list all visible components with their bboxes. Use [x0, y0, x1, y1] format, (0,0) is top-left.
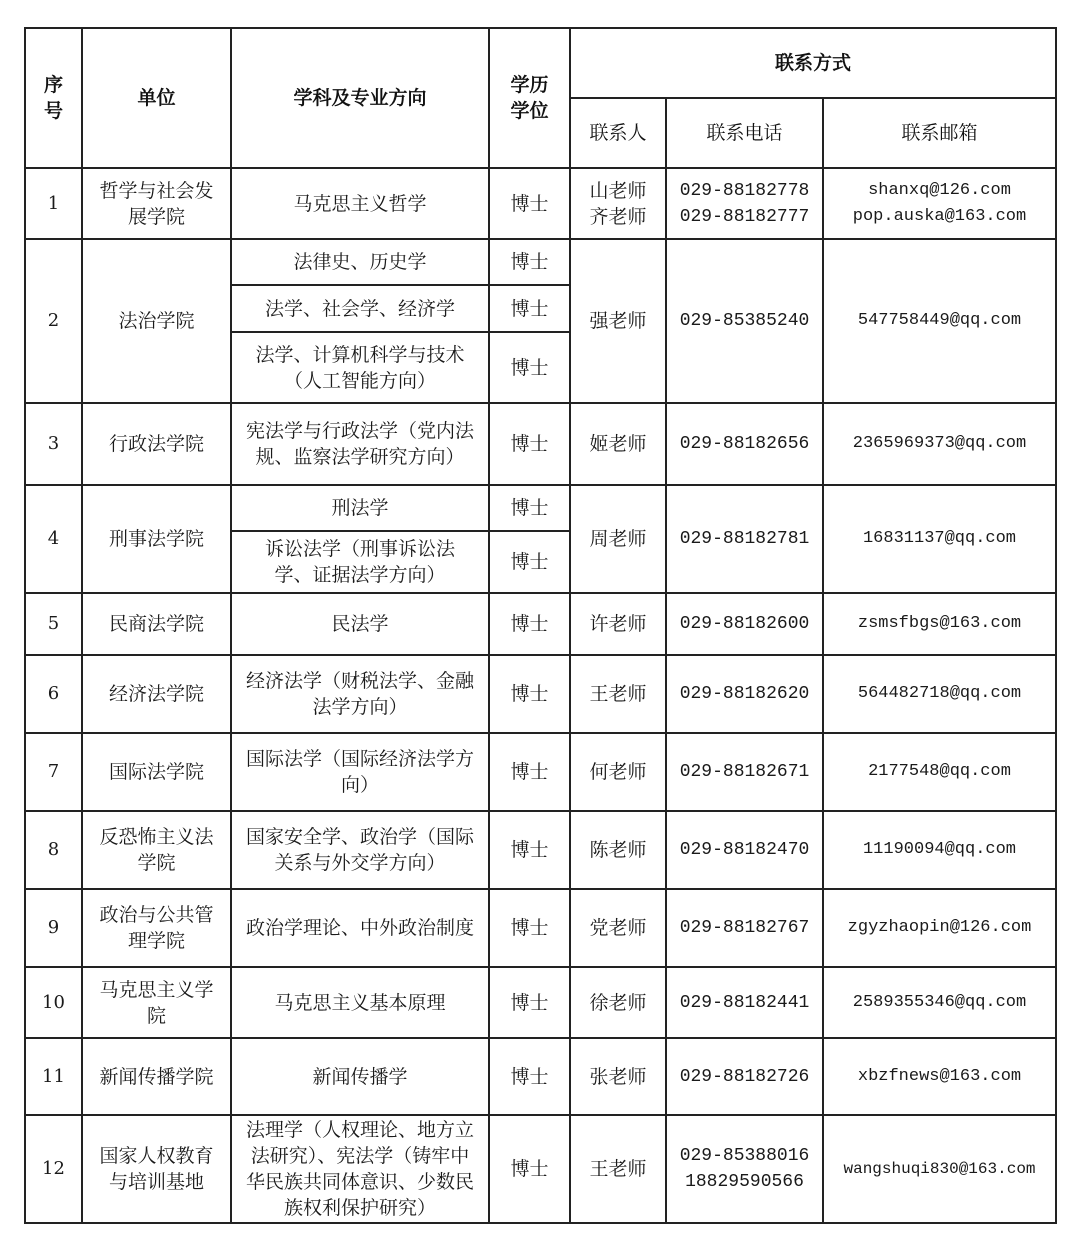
header-seq: 序号 — [25, 28, 82, 168]
cell-person: 强老师 — [570, 239, 666, 403]
cell-degree: 博士 — [489, 811, 570, 889]
table-row — [25, 889, 1056, 967]
cell-phone: 029-85388016 18829590566 — [666, 1115, 823, 1223]
cell-person: 姬老师 — [570, 403, 666, 485]
cell-discipline: 法律史、历史学 — [231, 239, 489, 285]
cell-degree: 博士 — [489, 168, 570, 239]
cell-discipline: 政治学理论、中外政治制度 — [231, 889, 489, 967]
header-contact-email: 联系邮箱 — [823, 98, 1056, 168]
table-row — [25, 239, 1056, 285]
cell-phone: 029-88182470 — [666, 811, 823, 889]
cell-seq: 4 — [25, 485, 82, 593]
cell-unit: 政治与公共管理学院 — [82, 889, 231, 967]
cell-unit: 反恐怖主义法学院 — [82, 811, 231, 889]
cell-discipline: 国际法学（国际经济法学方向） — [231, 733, 489, 811]
cell-person: 徐老师 — [570, 967, 666, 1038]
cell-person: 党老师 — [570, 889, 666, 967]
cell-phone: 029-88182781 — [666, 485, 823, 593]
cell-discipline: 刑法学 — [231, 485, 489, 531]
cell-degree: 博士 — [489, 889, 570, 967]
cell-person: 周老师 — [570, 485, 666, 593]
cell-discipline: 新闻传播学 — [231, 1038, 489, 1115]
cell-email: 2177548@qq.com — [823, 733, 1056, 811]
cell-discipline: 马克思主义基本原理 — [231, 967, 489, 1038]
cell-seq: 12 — [25, 1115, 82, 1223]
cell-degree: 博士 — [489, 733, 570, 811]
cell-discipline: 法理学（人权理论、地方立法研究）、宪法学（铸牢中华民族共同体意识、少数民族权利保护研究） — [231, 1115, 489, 1223]
cell-email: 16831137@qq.com — [823, 485, 1056, 593]
cell-discipline: 宪法学与行政法学（党内法规、监察法学研究方向） — [231, 403, 489, 485]
cell-degree: 博士 — [489, 239, 570, 285]
cell-seq: 1 — [25, 168, 82, 239]
cell-email: zsmsfbgs@163.com — [823, 593, 1056, 655]
cell-person: 王老师 — [570, 1115, 666, 1223]
cell-seq: 5 — [25, 593, 82, 655]
table-row — [25, 403, 1056, 485]
cell-email: xbzfnews@163.com — [823, 1038, 1056, 1115]
table-row — [25, 1038, 1056, 1115]
cell-phone: 029-88182726 — [666, 1038, 823, 1115]
table-row — [25, 593, 1056, 655]
cell-phone: 029-88182441 — [666, 967, 823, 1038]
cell-discipline: 马克思主义哲学 — [231, 168, 489, 239]
cell-unit: 马克思主义学院 — [82, 967, 231, 1038]
cell-unit: 国家人权教育与培训基地 — [82, 1115, 231, 1223]
cell-phone: 029-88182620 — [666, 655, 823, 733]
cell-seq: 11 — [25, 1038, 82, 1115]
table-row — [25, 168, 1056, 239]
cell-seq: 9 — [25, 889, 82, 967]
cell-degree: 博士 — [489, 655, 570, 733]
cell-phone: 029-88182671 — [666, 733, 823, 811]
cell-degree: 博士 — [489, 1115, 570, 1223]
table-row — [25, 733, 1056, 811]
cell-degree: 博士 — [489, 403, 570, 485]
table-row — [25, 655, 1056, 733]
cell-unit: 民商法学院 — [82, 593, 231, 655]
cell-person: 王老师 — [570, 655, 666, 733]
cell-degree: 博士 — [489, 332, 570, 403]
header-degree: 学历学位 — [489, 28, 570, 168]
cell-seq: 6 — [25, 655, 82, 733]
cell-unit: 法治学院 — [82, 239, 231, 403]
cell-email: 2365969373@qq.com — [823, 403, 1056, 485]
cell-email: shanxq@126.com pop.auska@163.com — [823, 168, 1056, 239]
cell-discipline: 国家安全学、政治学（国际关系与外交学方向） — [231, 811, 489, 889]
table-row — [25, 967, 1056, 1038]
cell-phone: 029-88182600 — [666, 593, 823, 655]
cell-seq: 7 — [25, 733, 82, 811]
cell-phone: 029-88182656 — [666, 403, 823, 485]
header-contact-person: 联系人 — [570, 98, 666, 168]
cell-email: 547758449@qq.com — [823, 239, 1056, 403]
cell-degree: 博士 — [489, 1038, 570, 1115]
cell-phone: 029-88182767 — [666, 889, 823, 967]
cell-person: 山老师 齐老师 — [570, 168, 666, 239]
header-unit: 单位 — [82, 28, 231, 168]
cell-degree: 博士 — [489, 485, 570, 531]
cell-degree: 博士 — [489, 531, 570, 593]
cell-person: 何老师 — [570, 733, 666, 811]
cell-discipline: 民法学 — [231, 593, 489, 655]
cell-unit: 经济法学院 — [82, 655, 231, 733]
cell-seq: 10 — [25, 967, 82, 1038]
cell-degree: 博士 — [489, 285, 570, 332]
cell-email: zgyzhaopin@126.com — [823, 889, 1056, 967]
cell-email: 11190094@qq.com — [823, 811, 1056, 889]
recruitment-contact-table — [24, 27, 1057, 1224]
cell-seq: 2 — [25, 239, 82, 403]
cell-discipline: 法学、社会学、经济学 — [231, 285, 489, 332]
cell-degree: 博士 — [489, 967, 570, 1038]
table-row — [25, 1115, 1056, 1223]
cell-unit: 国际法学院 — [82, 733, 231, 811]
cell-phone: 029-88182778 029-88182777 — [666, 168, 823, 239]
cell-phone: 029-85385240 — [666, 239, 823, 403]
cell-person: 许老师 — [570, 593, 666, 655]
cell-person: 陈老师 — [570, 811, 666, 889]
header-contact-group: 联系方式 — [570, 28, 1056, 98]
cell-email: 564482718@qq.com — [823, 655, 1056, 733]
header-contact-phone: 联系电话 — [666, 98, 823, 168]
cell-unit: 新闻传播学院 — [82, 1038, 231, 1115]
cell-unit: 行政法学院 — [82, 403, 231, 485]
cell-unit: 刑事法学院 — [82, 485, 231, 593]
table-row — [25, 485, 1056, 531]
cell-person: 张老师 — [570, 1038, 666, 1115]
cell-seq: 8 — [25, 811, 82, 889]
table-row — [25, 811, 1056, 889]
header-discipline: 学科及专业方向 — [231, 28, 489, 168]
cell-email: wangshuqi830@163.com — [823, 1115, 1056, 1223]
cell-unit: 哲学与社会发展学院 — [82, 168, 231, 239]
cell-discipline: 法学、计算机科学与技术（人工智能方向） — [231, 332, 489, 403]
cell-seq: 3 — [25, 403, 82, 485]
cell-email: 2589355346@qq.com — [823, 967, 1056, 1038]
cell-discipline: 经济法学（财税法学、金融法学方向） — [231, 655, 489, 733]
cell-discipline: 诉讼法学（刑事诉讼法学、证据法学方向） — [231, 531, 489, 593]
cell-degree: 博士 — [489, 593, 570, 655]
